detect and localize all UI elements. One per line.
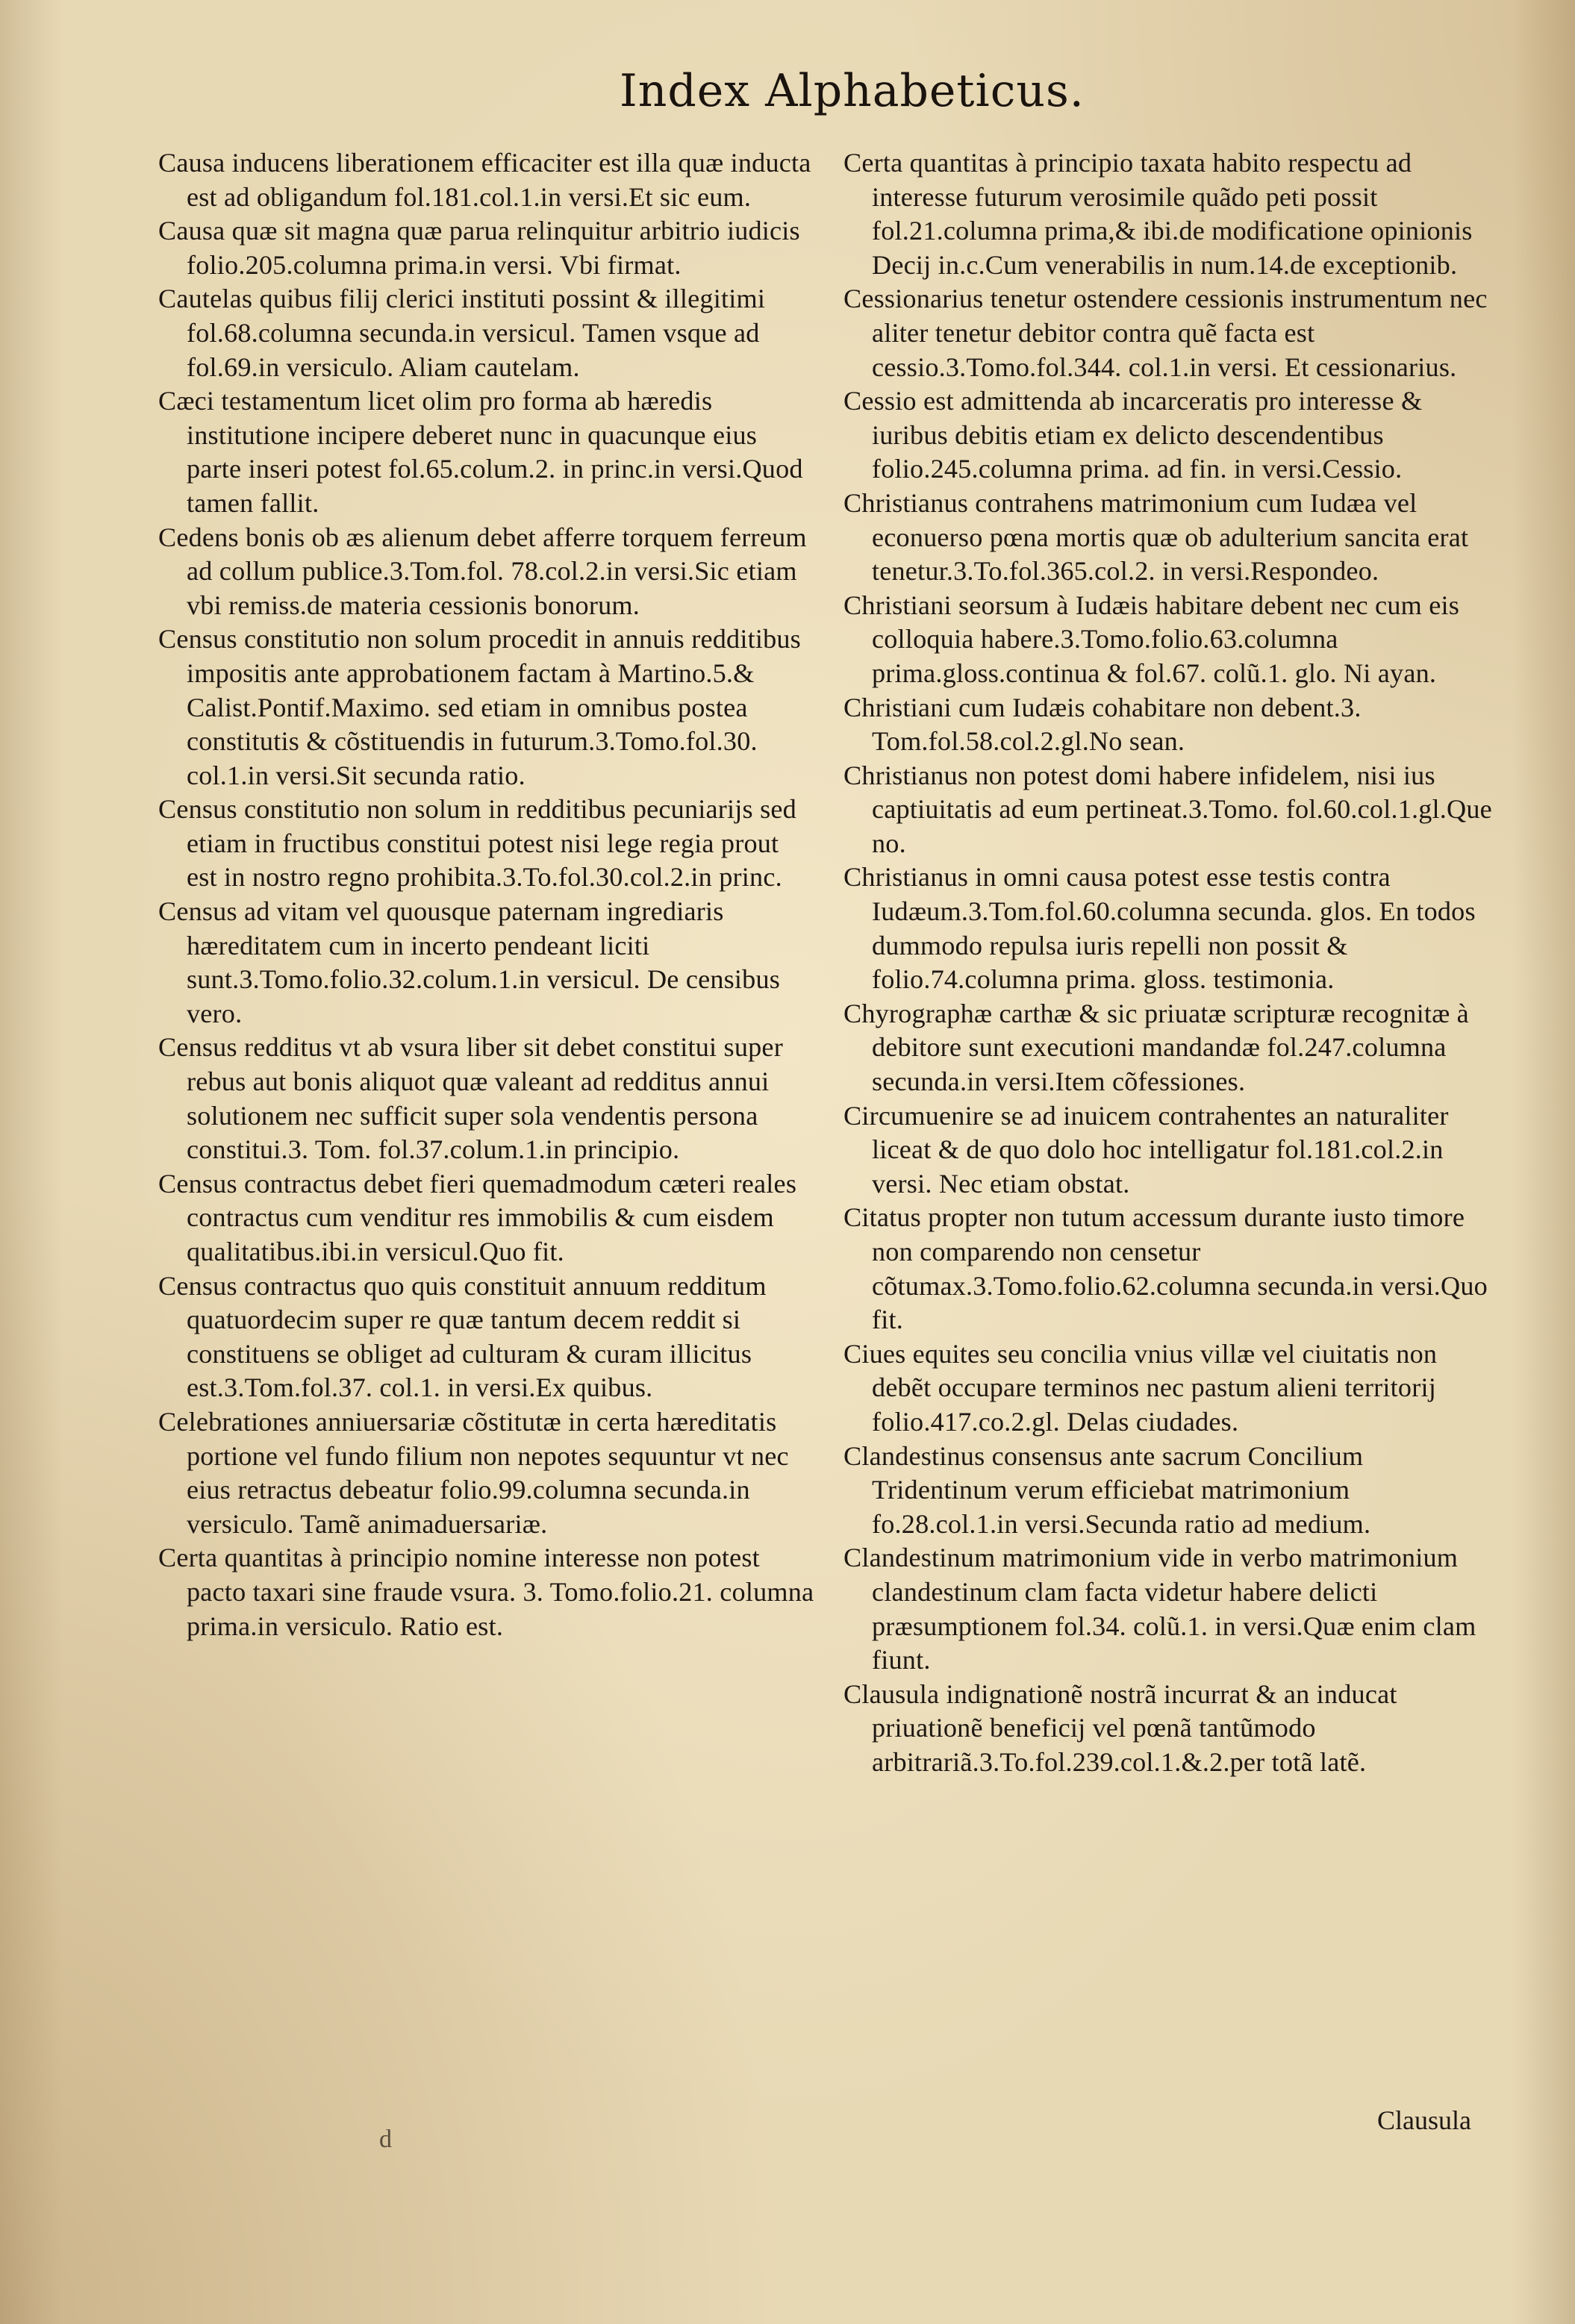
index-entry: Census constitutio non solum in redditibus pecuniarijs sed etiam in fructibus constitui potest nisi lege regia prout est in nostro regno prohibita.3.To.fol.30.col.2.in princ.	[158, 794, 796, 893]
page-title: Index Alphabeticus.	[620, 65, 1085, 117]
index-entry: Census redditus vt ab vsura liber sit debet constitui super rebus aut bonis aliquot quæ valeant ad redditus annui solutionem nec sufficit super sola vendentis persona constitui.3. Tom. fol.37.colum.1.in principio.	[158, 1032, 783, 1165]
index-entry: Christianus in omni causa potest esse testis contra Iudæum.3.Tom.fol.60.columna secunda. glos. En todos dummodo repulsa iuris repelli non possit & folio.74.columna prima. gloss. testimonia.	[843, 862, 1476, 995]
index-entry: Cedens bonis ob æs alienum debet afferre torquem ferreum ad collum publice.3.Tom.fol. 78.col.2.in versi.Sic etiam vbi remiss.de materia cessionis bonorum.	[158, 522, 807, 620]
index-entry: Clandestinum matrimonium vide in verbo matrimonium clandestinum clam facta videtur habere delicti præsumptionem fol.34. colũ.1. in versi.Quæ enim clam fiunt.	[843, 1543, 1476, 1675]
index-entry: Census contractus debet fieri quemadmodum cæteri reales contractus cum venditur res immobilis & cum eisdem qualitatibus.ibi.in versicul.Quo fit.	[158, 1168, 797, 1266]
index-column-right	[843, 146, 1500, 1780]
index-entry: Cæci testamentum licet olim pro forma ab hæredis institutione incipere deberet nunc in quacunque eius parte inseri potest fol.65.colum.2. in princ.in versi.Quod tamen fallit.	[158, 386, 803, 518]
index-entry: Citatus propter non tutum accessum durante iusto timore non comparendo non censetur cõtumax.3.Tomo.folio.62.columna secunda.in versi.Quo fit.	[843, 1202, 1488, 1335]
index-entry: Certa quantitas à principio nomine interesse non potest pacto taxari sine fraude vsura. 3. Tomo.folio.21. columna prima.in versiculo. Ratio est.	[158, 1543, 814, 1641]
signature-mark: d	[379, 2125, 392, 2153]
index-entry: Census ad vitam vel quousque paternam ingrediaris hæreditatem cum in incerto pendeant liciti sunt.3.Tomo.folio.32.colum.1.in versicul. De censibus vero.	[158, 896, 781, 1028]
index-entry: Circumuenire se ad inuicem contrahentes an naturaliter liceat & de quo dolo hoc intelligatur fol.181.col.2.in versi. Nec etiam obstat.	[843, 1100, 1449, 1199]
index-entry: Causa inducens liberationem efficaciter est illa quæ inducta est ad obligandum fol.181.col.1.in versi.Et sic eum.	[158, 148, 811, 212]
index-entry: Certa quantitas à principio taxata habito respectu ad interesse futurum verosimile quãdo peti possit fol.21.columna prima,& ibi.de modificatione opinionis Decij in.c.Cum venerabilis in num.14.de exceptionib.	[843, 148, 1473, 280]
index-entry: Christianus non potest domi habere infidelem, nisi ius captiuitatis ad eum pertineat.3.Tomo. fol.60.col.1.gl.Que no.	[843, 760, 1492, 858]
index-entry: Causa quæ sit magna quæ parua relinquitur arbitrio iudicis folio.205.columna prima.in versi. Vbi firmat.	[158, 216, 800, 280]
index-entry: Celebrationes anniuersariæ cõstitutæ in certa hæreditatis portione vel fundo filium non nepotes sequuntur vt nec eius retractus debeatur folio.99.columna secunda.in versiculo. Tamẽ animaduersariæ.	[158, 1406, 789, 1539]
index-column-left	[158, 146, 815, 1643]
index-entry: Ciues equites seu concilia vnius villæ vel ciuitatis non debẽt occupare terminos nec pastum alieni territorij folio.417.co.2.gl. Delas ciudades.	[843, 1338, 1438, 1437]
index-entry: Cessio est admittenda ab incarceratis pro interesse & iuribus debitis etiam ex delicto descendentibus folio.245.columna prima. ad fin. in versi.Cessio.	[843, 386, 1423, 484]
index-entry: Christianus contrahens matrimonium cum Iudæa vel econuerso pœna mortis quæ ob adulterium sancita erat tenetur.3.To.fol.365.col.2. in versi.Respondeo.	[843, 487, 1469, 587]
index-entry: Clandestinus consensus ante sacrum Concilium Tridentinum verum efficiebat matrimonium fo.28.col.1.in versi.Secunda ratio ad medium.	[843, 1440, 1371, 1539]
index-entry: Census contractus quo quis constituit annuum redditum quatuordecim super re quæ tantum decem reddit si constituens se obliget ad culturam & curam illicitus est.3.Tom.fol.37. col.1. in versi.Ex quibus.	[158, 1270, 767, 1403]
index-entry: Christiani cum Iudæis cohabitare non debent.3. Tom.fol.58.col.2.gl.No sean.	[843, 692, 1362, 757]
index-entry: Cessionarius tenetur ostendere cessionis instrumentum nec aliter tenetur debitor contra quẽ facta est cessio.3.Tomo.fol.344. col.1.in versi. Et cessionarius.	[843, 284, 1488, 382]
catchword: Clausula	[1377, 2105, 1471, 2135]
index-entry: Chyrographæ carthæ & sic priuatæ scripturæ recognitæ à debitore sunt executioni mandandæ fol.247.columna secunda.in versi.Item cõfessiones.	[843, 998, 1469, 1097]
index-entry: Census constitutio non solum procedit in annuis redditibus impositis ante approbationem factam à Martino.5.& Calist.Pontif.Maximo. sed etiam in omnibus postea constitutis & cõstituendis in futurum.3.Tomo.fol.30. col.1.in versi.Sit secunda ratio.	[158, 624, 801, 790]
index-entry: Clausula indignationẽ nostrã incurrat & an inducat priuationẽ beneficij vel pœnã tantũmodo arbitrariã.3.To.fol.239.col.1.&.2.per totã latẽ.	[843, 1678, 1397, 1777]
index-entry: Christiani seorsum à Iudæis habitare debent nec cum eis colloquia habere.3.Tomo.folio.63.columna prima.gloss.continua & fol.67. colũ.1. glo. Ni ayan.	[843, 590, 1460, 688]
index-entry: Cautelas quibus filij clerici instituti possint & illegitimi fol.68.columna secunda.in versicul. Tamen vsque ad fol.69.in versiculo. Aliam cautelam.	[158, 284, 766, 382]
